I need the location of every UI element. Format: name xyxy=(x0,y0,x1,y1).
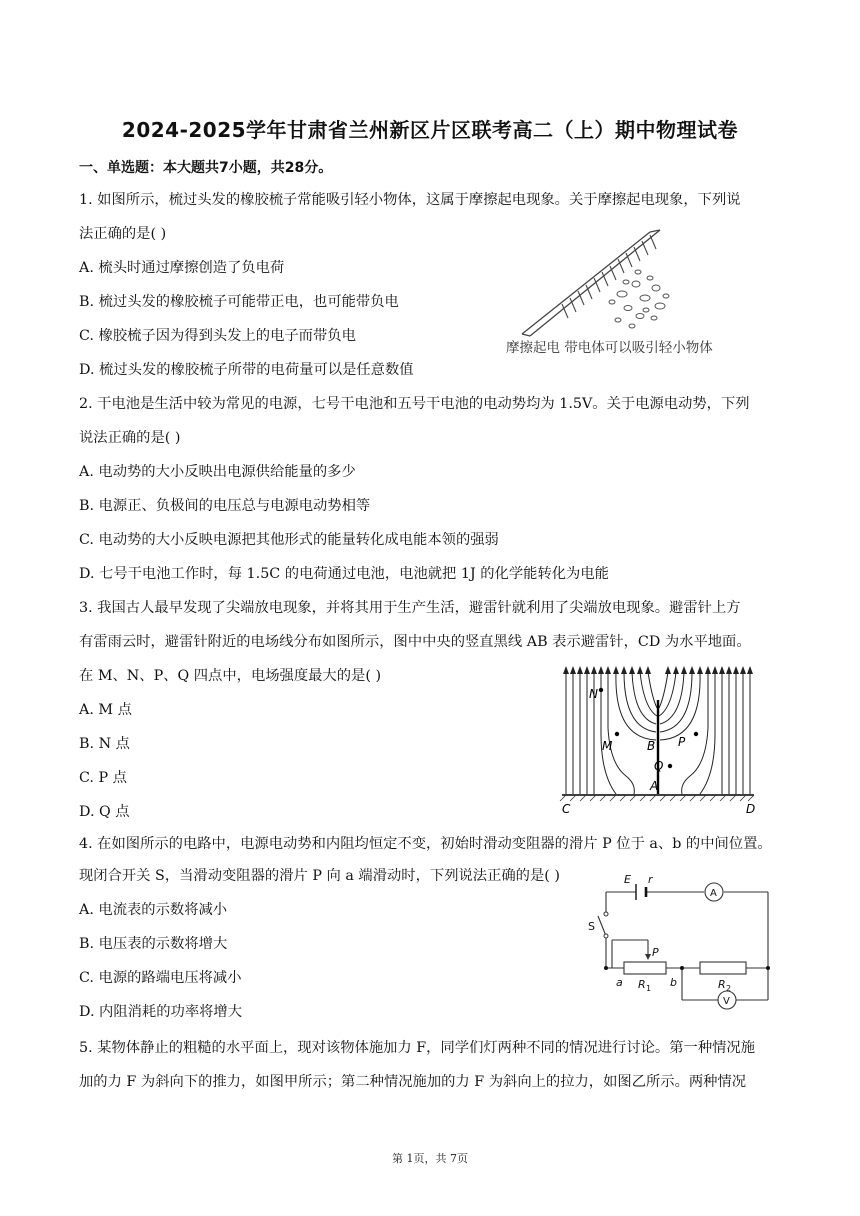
comb-caption: 摩擦起电 带电体可以吸引轻小物体 xyxy=(506,340,713,356)
q3-option-c: C. P 点 xyxy=(79,770,127,786)
q3-stem-line1: 3. 我国古人最早发现了尖端放电现象，并将其用于生产生活，避雷针就利用了尖端放电现象。避雷针上方 xyxy=(79,600,741,616)
point-p xyxy=(694,732,698,736)
label-p: P xyxy=(678,735,686,749)
q3-option-d: D. Q 点 xyxy=(79,804,130,820)
label-a: A xyxy=(650,779,659,793)
label-p: P xyxy=(652,946,659,959)
comb-teeth xyxy=(562,235,656,318)
label-r1: R xyxy=(638,978,646,991)
q4-stem-line1: 4. 在如图所示的电路中，电源电动势和内阻均恒定不变，初始时滑动变阻器的滑片 P 位于 a、b 的中间位置。 xyxy=(79,836,772,852)
label-n: N xyxy=(589,687,598,701)
label-r2: R xyxy=(718,978,726,991)
label-d: D xyxy=(746,802,756,816)
battery xyxy=(636,884,646,900)
q1-stem-line2: 法正确的是( ) xyxy=(79,226,167,242)
resistor-r2 xyxy=(700,962,746,974)
q4-option-b: B. 电压表的示数将增大 xyxy=(79,936,228,952)
label-r2-sub: 2 xyxy=(726,984,732,993)
label-b: B xyxy=(647,739,656,753)
ground-hatch xyxy=(560,795,754,801)
q3-option-b: B. N 点 xyxy=(79,736,130,752)
label-c: C xyxy=(562,802,571,816)
page-footer: 第 1页，共 7页 xyxy=(392,1152,468,1165)
q5-stem-line1: 5. 某物体静止的粗糙的水平面上，现对该物体施加力 F，同学们灯两种不同的情况进行讨论。第一种情况施 xyxy=(79,1040,756,1056)
q4-stem-line2: 现闭合开关 S，当滑动变阻器的滑片 P 向 a 端滑动时，下列说法正确的是( ) xyxy=(79,868,560,884)
switch-s xyxy=(598,916,606,936)
field-arrows xyxy=(563,666,753,674)
q1-stem-line1: 1. 如图所示，梳过头发的橡胶梳子常能吸引轻小物体，这属于摩擦起电现象。关于摩擦起电现象，下列说 xyxy=(79,192,741,208)
label-ammeter: A xyxy=(710,888,717,899)
label-e: E xyxy=(624,873,631,886)
q3-stem-line3: 在 M、N、P、Q 四点中，电场强度最大的是( ) xyxy=(79,668,382,684)
label-s: S xyxy=(588,920,595,933)
q3-stem-line2: 有雷雨云时，避雷针附近的电场线分布如图所示，图中中央的竖直黑线 AB 表示避雷针，CD 为水平地面。 xyxy=(79,634,751,650)
label-voltmeter: V xyxy=(723,996,730,1007)
q4-option-a: A. 电流表的示数将减小 xyxy=(79,902,228,918)
label-b: b xyxy=(670,976,677,989)
q2-option-a: A. 电动势的大小反映出电源供给能量的多少 xyxy=(79,464,356,480)
q1-option-b: B. 梳过头发的橡胶梳子可能带正电，也可能带负电 xyxy=(79,294,399,310)
page-title: 2024-2025学年甘肃省兰州新区片区联考高二（上）期中物理试卷 xyxy=(121,118,739,142)
q2-stem-line2: 说法正确的是( ) xyxy=(79,430,181,446)
q4-option-d: D. 内阻消耗的功率将增大 xyxy=(79,1004,243,1020)
label-r1-sub: 1 xyxy=(646,984,652,993)
comb-figure xyxy=(500,222,770,362)
q2-option-b: B. 电源正、负极间的电压总与电源电动势相等 xyxy=(79,498,371,514)
q5-stem-line2: 加的力 F 为斜向下的推力，如图甲所示；第二种情况施加的力 F 为斜向上的拉力，如图乙所示。两种情况 xyxy=(79,1074,747,1090)
circuit-figure xyxy=(576,870,776,1018)
q2-option-d: D. 七号干电池工作时，每 1.5C 的电荷通过电池，电池就把 1J 的化学能转化为电能 xyxy=(79,566,609,582)
section-heading: 一、单选题：本大题共7小题，共28分。 xyxy=(79,160,333,176)
label-a: a xyxy=(616,976,623,989)
point-n xyxy=(599,688,603,692)
q4-option-c: C. 电源的路端电压将减小 xyxy=(79,970,242,986)
paper-bits xyxy=(609,270,669,328)
q1-option-c: C. 橡胶梳子因为得到头发上的电子而带负电 xyxy=(79,328,356,344)
lightning-rod-figure xyxy=(556,664,776,816)
point-m xyxy=(615,732,619,736)
label-q: Q xyxy=(654,759,664,773)
point-q xyxy=(668,764,672,768)
q1-option-a: A. 梳头时通过摩擦创造了负电荷 xyxy=(79,260,285,276)
label-r: r xyxy=(648,873,653,886)
label-m: M xyxy=(602,739,613,753)
q1-option-d: D. 梳过头发的橡胶梳子所带的电荷量可以是任意数值 xyxy=(79,362,414,378)
q3-option-a: A. M 点 xyxy=(79,702,132,718)
resistor-r1 xyxy=(624,962,666,974)
q2-stem-line1: 2. 干电池是生活中较为常见的电源，七号干电池和五号干电池的电动势均为 1.5V。关于电源电动势，下列 xyxy=(79,396,750,412)
q2-option-c: C. 电动势的大小反映电源把其他形式的能量转化成电能本领的强弱 xyxy=(79,532,499,548)
